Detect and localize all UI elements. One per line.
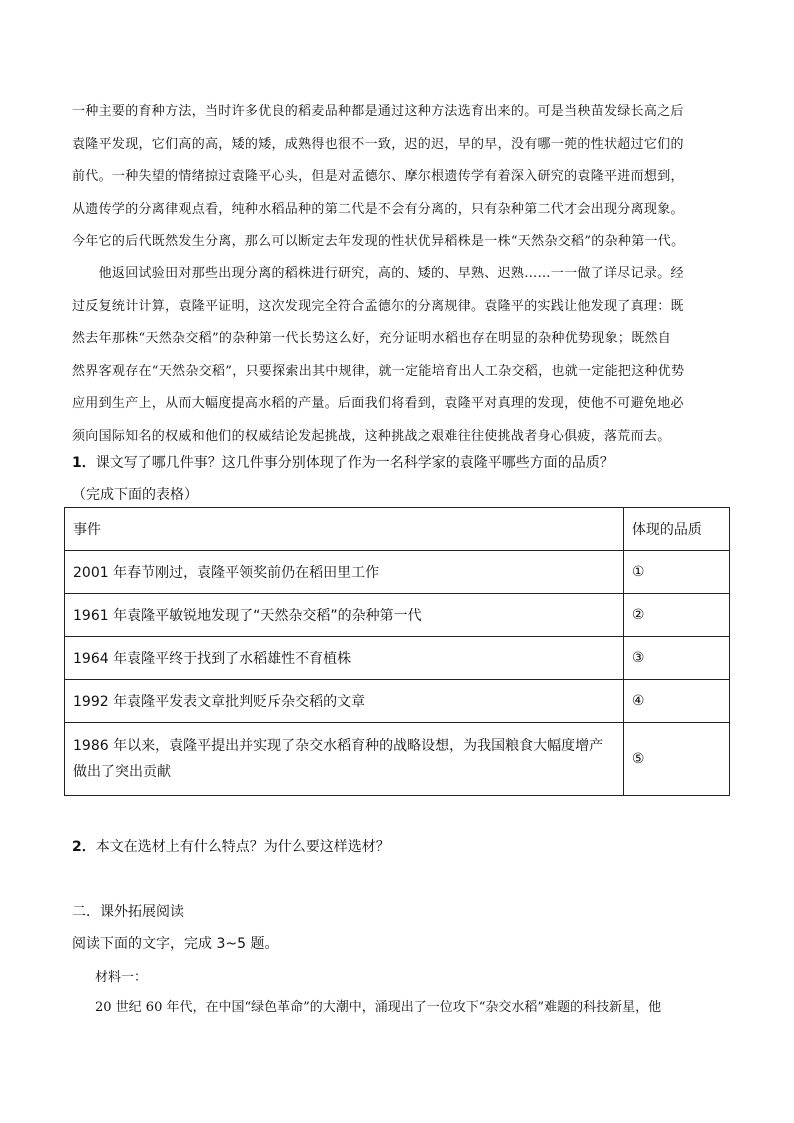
event-cell: 1992 年袁隆平发表文章批判贬斥杂交稻的文章 xyxy=(65,680,624,723)
passage-line: 过反复统计计算，袁隆平证明，这次发现完全符合孟德尔的分离规律。袁隆平的实践让他发现了真理：既 xyxy=(72,298,684,314)
section-title: 二．课外拓展阅读 xyxy=(72,904,184,920)
material-text: 20 世纪 60 年代，在中国“绿色革命”的大潮中，涌现出了一位攻下“杂交水稻”难题的科技新星，他 xyxy=(95,1000,662,1015)
header-event: 事件 xyxy=(65,508,624,551)
question-text: 本文在选材上有什么特点？为什么要这样选材？ xyxy=(95,839,390,855)
table-row xyxy=(65,723,730,796)
event-cell: 1986 年以来，袁隆平提出并实现了杂交水稻育种的战略设想，为我国粮食大幅度增产做出了突出贡献 xyxy=(65,723,624,796)
passage-line: 然去年那株“天然杂交稻”的杂种第一代长势这么好，充分证明水稻也存在明显的杂种优势现象；既然自 xyxy=(72,331,672,346)
table-row xyxy=(65,594,730,637)
passage-line: 须向国际知名的权威和他们的权威结论发起挑战，这种挑战之艰难往往使挑战者身心俱疲，落荒而去。 xyxy=(72,428,671,444)
answer-blank[interactable]: ① xyxy=(623,551,729,594)
answer-blank[interactable]: ③ xyxy=(623,637,729,680)
passage-paragraph-2 xyxy=(72,258,722,453)
passage-line: 袁隆平发现，它们高的高，矮的矮，成熟得也很不一致，迟的迟，早的早，没有哪一蔸的性状超过它们的 xyxy=(72,136,684,152)
table-row xyxy=(65,637,730,680)
qualities-table xyxy=(64,507,730,796)
event-cell: 1961 年袁隆平敏锐地发现了“天然杂交稻”的杂种第一代 xyxy=(65,594,624,637)
question-2 xyxy=(72,837,732,857)
question-1-note: （完成下面的表格） xyxy=(72,487,198,503)
event-cell: 2001 年春节刚过，袁隆平领奖前仍在稻田里工作 xyxy=(65,551,624,594)
passage-line: 他返回试验田对那些出现分离的稻株进行研究，高的、矮的、早熟、迟熟……一一做了详尽记录。经 xyxy=(72,266,684,281)
passage-line: 应用到生产上，从而大幅度提高水稻的产量。后面我们将看到，袁隆平对真理的发现，使他不可避免地必 xyxy=(72,396,684,411)
table-row xyxy=(65,680,730,723)
question-number: 1． xyxy=(72,455,96,471)
answer-blank[interactable]: ⑤ xyxy=(623,723,729,796)
question-number: 2． xyxy=(72,839,96,855)
section-instruction: 阅读下面的文字，完成 3~5 题。 xyxy=(72,936,279,952)
passage-line: 从遗传学的分离律观点看，纯种水稻品种的第二代是不会有分离的，只有杂种第二代才会出现分离现象。 xyxy=(72,201,684,217)
passage-line: 今年它的后代既然发生分离，那么可以断定去年发现的性状优异稻株是一株“天然杂交稻”的杂种第一代。 xyxy=(72,234,685,249)
question-1 xyxy=(72,453,732,473)
passage-line: 然界客观存在“天然杂交稻”，只要探索出其中规律，就一定能培育出人工杂交稻，也就一定能把这种优势 xyxy=(72,363,685,379)
answer-blank[interactable]: ④ xyxy=(623,680,729,723)
question-text: 课文写了哪几件事？这几件事分别体现了作为一名科学家的袁隆平哪些方面的品质？ xyxy=(95,455,614,471)
header-quality: 体现的品质 xyxy=(623,508,729,551)
material-label: 材料一： xyxy=(95,970,148,985)
answer-blank[interactable]: ② xyxy=(623,594,729,637)
event-cell: 1964 年袁隆平终于找到了水稻雄性不育植株 xyxy=(65,637,624,680)
passage-line: 一种主要的育种方法，当时许多优良的稻麦品种都是通过这种方法选育出来的。可是当秧苗发绿长高之后 xyxy=(72,104,684,119)
passage-line: 前代。一种失望的情绪掠过袁隆平心头，但是对孟德尔、摩尔根遗传学有着深入研究的袁隆平进而想到， xyxy=(72,169,684,184)
table-row xyxy=(65,551,730,594)
passage-paragraph-1 xyxy=(72,96,722,259)
table-header-row xyxy=(65,508,730,551)
